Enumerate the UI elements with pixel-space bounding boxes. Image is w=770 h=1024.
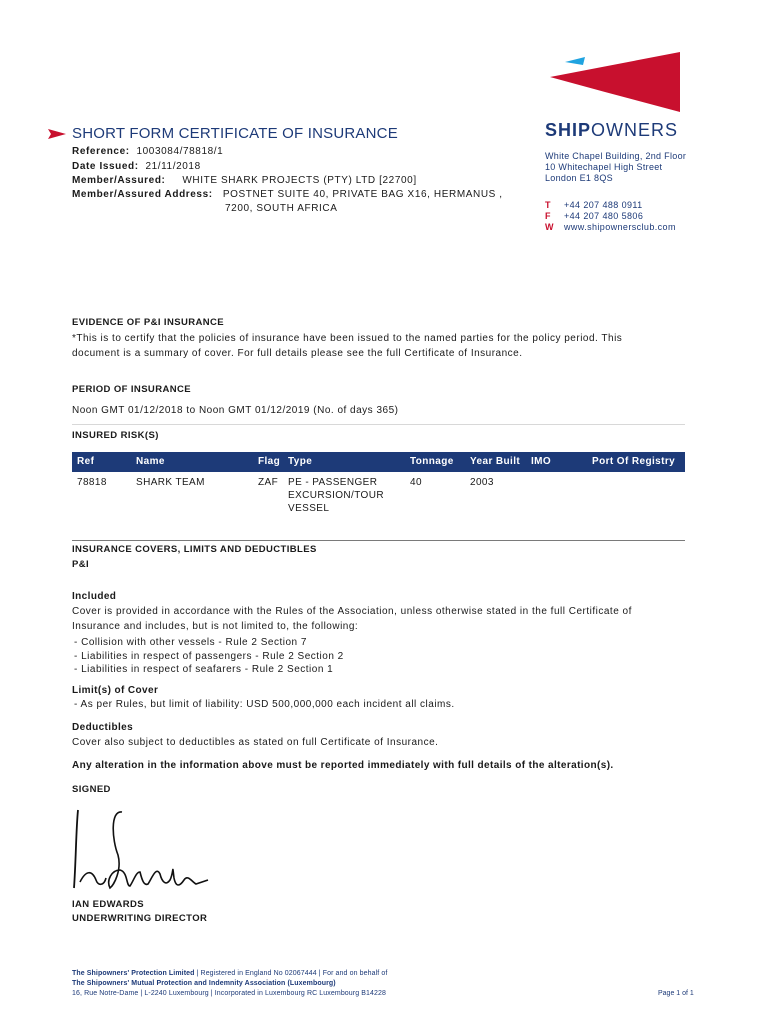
col-flag: Flag (258, 456, 281, 467)
col-year-built: Year Built (470, 456, 521, 467)
document-title: SHORT FORM CERTIFICATE OF INSURANCE (72, 125, 398, 142)
date-issued-row: Date Issued: 21/11/2018 (72, 161, 201, 172)
list-item: - Liabilities in respect of seafarers - Rule 2 Section 1 (74, 664, 334, 675)
cell-tonnage: 40 (410, 477, 422, 488)
address-line: White Chapel Building, 2nd Floor (545, 151, 687, 161)
shipowners-sail-logo (545, 52, 685, 114)
cell-flag: ZAF (258, 477, 279, 488)
footer-line-2: The Shipowners' Mutual Protection and Indemnity Association (Luxembourg) (72, 980, 336, 987)
deductibles-text: Cover also subject to deductibles as stated on full Certificate of Insurance. (72, 737, 439, 748)
covers-heading: INSURANCE COVERS, LIMITS AND DEDUCTIBLES (72, 544, 317, 555)
signed-heading: SIGNED (72, 784, 111, 795)
address-row-2: 7200, SOUTH AFRICA (225, 203, 338, 214)
table-row (72, 472, 685, 541)
evidence-heading: EVIDENCE OF P&I INSURANCE (72, 317, 224, 328)
evidence-text: *This is to certify that the policies of insurance have been issued to the named parties for the policy period. This document is a summary of cover. For full details please see the full Certificate of Insurance. (72, 333, 623, 359)
included-heading: Included (72, 591, 117, 602)
address-line: London E1 8QS (545, 173, 613, 183)
brand-wordmark: SHIPOWNERS (545, 120, 679, 140)
cell-ref: 78818 (77, 477, 107, 488)
footer-line-3: 16, Rue Notre-Dame | L-2240 Luxembourg | Incorporated in Luxembourg RC Luxembourg B14228 (72, 990, 386, 997)
cell-year-built: 2003 (470, 477, 494, 488)
cell-name: SHARK TEAM (136, 477, 205, 488)
limits-text: - As per Rules, but limit of liability: USD 500,000,000 each incident all claims. (74, 699, 455, 710)
risks-table (72, 452, 685, 541)
signature-image (70, 800, 210, 895)
signatory-role: UNDERWRITING DIRECTOR (72, 913, 208, 924)
red-arrow-icon (48, 129, 66, 139)
limits-heading: Limit(s) of Cover (72, 685, 159, 696)
period-heading: PERIOD OF INSURANCE (72, 384, 191, 395)
col-tonnage: Tonnage (410, 456, 454, 467)
table-header (72, 452, 685, 472)
contact-fax: F +44 207 480 5806 (545, 211, 644, 221)
page-number: Page 1 of 1 (658, 990, 694, 997)
alteration-notice: Any alteration in the information above must be reported immediately with full details of the alteration(s). (72, 760, 614, 771)
signatory-name: IAN EDWARDS (72, 899, 144, 910)
col-imo: IMO (531, 456, 552, 467)
risks-heading: INSURED RISK(S) (72, 430, 159, 441)
covers-sub: P&I (72, 559, 90, 570)
contact-website[interactable]: W www.shipownersclub.com (545, 222, 676, 232)
cell-type: PE - PASSENGER EXCURSION/TOUR VESSEL (288, 477, 384, 514)
footer-line-1: The Shipowners' Protection Limited | Registered in England No 02067444 | For and on behalf of (72, 970, 388, 977)
member-row: Member/Assured: WHITE SHARK PROJECTS (PTY) LTD [22700] (72, 175, 417, 186)
list-item: - Liabilities in respect of passengers - Rule 2 Section 2 (74, 651, 344, 662)
divider (72, 424, 685, 425)
included-text: Cover is provided in accordance with the Rules of the Association, unless otherwise stated in the full Certificate of Insurance and includes, but is not limited to, the following: (72, 606, 632, 632)
address-row: Member/Assured Address: POSTNET SUITE 40, PRIVATE BAG X16, HERMANUS , (72, 189, 503, 200)
deductibles-heading: Deductibles (72, 722, 134, 733)
reference-row: Reference: 1003084/78818/1 (72, 146, 224, 157)
col-ref: Ref (77, 456, 95, 467)
col-type: Type (288, 456, 313, 467)
col-name: Name (136, 456, 165, 467)
address-line: 10 Whitechapel High Street (545, 162, 663, 172)
list-item: - Collision with other vessels - Rule 2 Section 7 (74, 637, 307, 648)
period-text: Noon GMT 01/12/2018 to Noon GMT 01/12/2019 (No. of days 365) (72, 405, 399, 416)
contact-phone: T +44 207 488 0911 (545, 200, 643, 210)
col-port: Port Of Registry (592, 456, 676, 467)
